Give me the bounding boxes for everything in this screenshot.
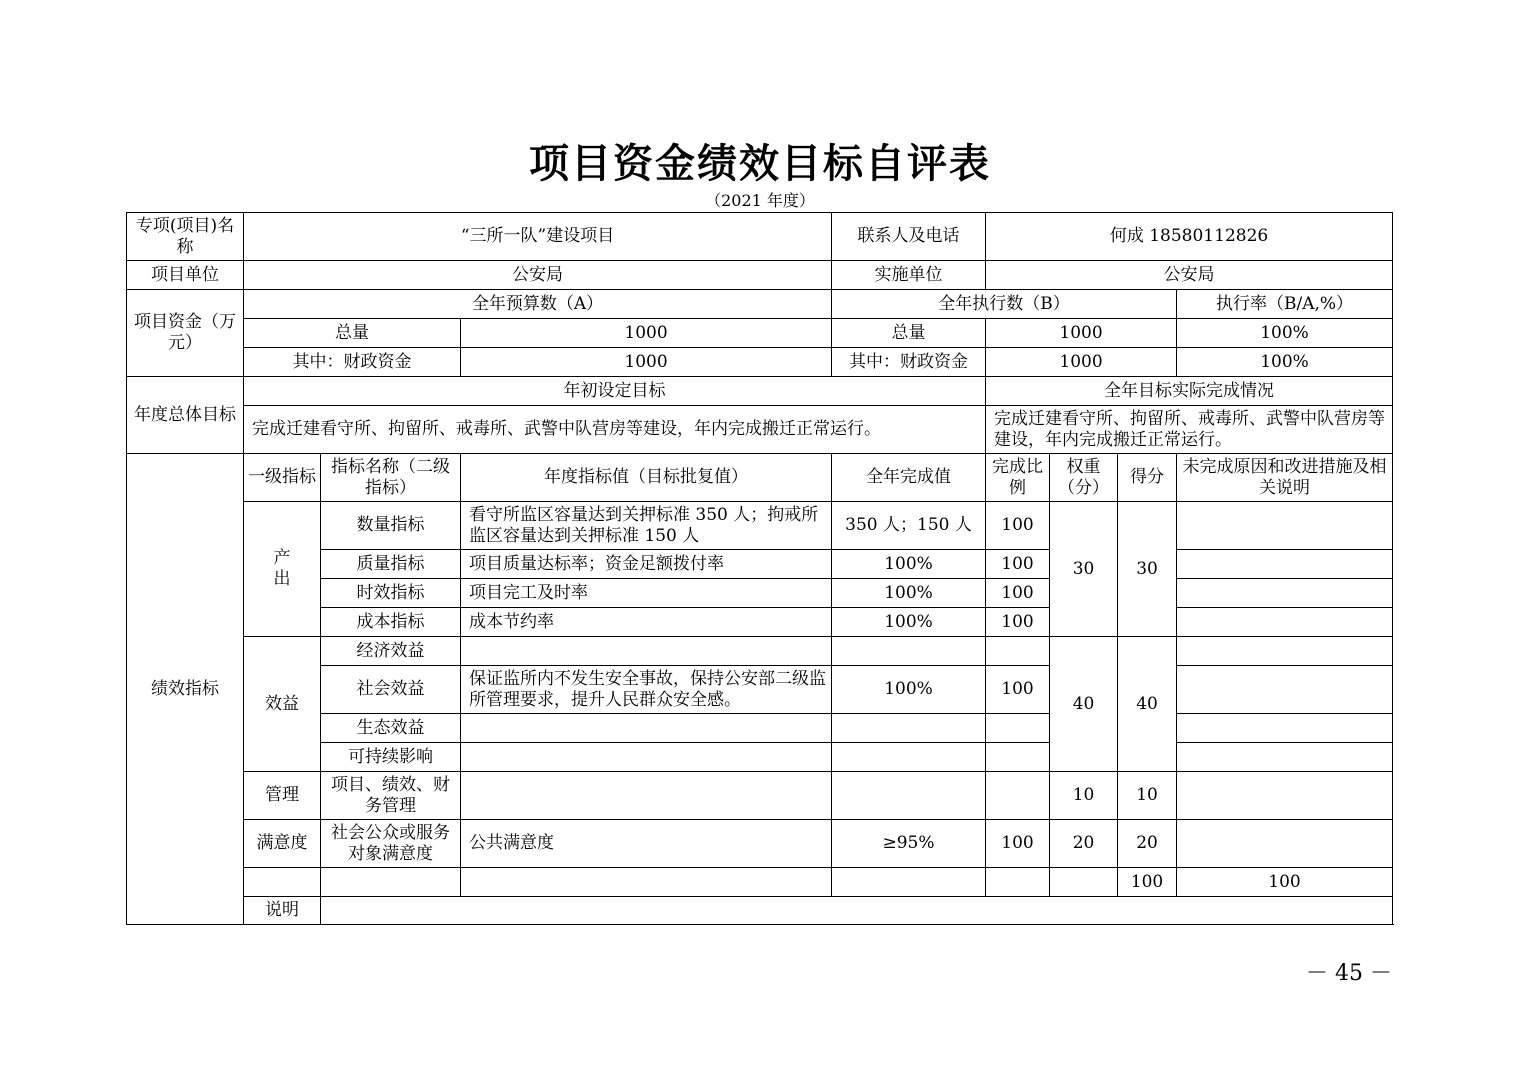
set-goal-text: 完成迁建看守所、拘留所、戒毒所、武警中队营房等建设，年内完成搬迁正常运行。 <box>244 406 986 454</box>
indicator-completed <box>832 637 986 666</box>
satisfaction-weight: 20 <box>1050 820 1118 868</box>
management-weight: 10 <box>1050 772 1118 820</box>
total-score: 100 <box>1177 868 1393 897</box>
fiscal-label-b: 其中：财政资金 <box>832 348 986 377</box>
indicator-target <box>461 637 832 666</box>
benefit-score: 40 <box>1118 637 1177 772</box>
satisfaction-target: 公共满意度 <box>461 820 832 868</box>
indicator-name: 可持续影响 <box>321 743 461 772</box>
actual-goal-text: 完成迁建看守所、拘留所、戒毒所、武警中队营房等建设，年内完成搬迁正常运行。 <box>986 406 1393 454</box>
satisfaction-ratio: 100 <box>986 820 1050 868</box>
indicator-completed <box>832 714 986 743</box>
indicator-reason <box>1177 666 1393 714</box>
output-label <box>244 502 321 637</box>
annual-goal-text-row <box>127 406 1393 454</box>
output-score: 30 <box>1118 502 1177 637</box>
indicator-ratio: 100 <box>986 502 1050 550</box>
management-completed <box>832 772 986 820</box>
indicator-reason <box>1177 608 1393 637</box>
satisfaction-label: 满意度 <box>244 820 321 868</box>
exec-label: 全年执行数（B） <box>832 290 1177 319</box>
output-label-text: 产出 <box>273 548 291 589</box>
total-exec: 1000 <box>986 319 1177 348</box>
actual-goal-label: 全年目标实际完成情况 <box>986 377 1393 406</box>
table-row <box>127 637 1393 666</box>
indicator-reason <box>1177 550 1393 579</box>
satisfaction-completed: ≥95% <box>832 820 986 868</box>
indicator-ratio: 100 <box>986 608 1050 637</box>
header-level2: 指标名称（二级指标） <box>321 454 461 502</box>
budget-label: 全年预算数（A） <box>244 290 832 319</box>
funds-label: 项目资金（万元） <box>127 290 244 377</box>
indicator-completed <box>832 743 986 772</box>
indicator-completed: 100% <box>832 608 986 637</box>
indicator-target: 项目完工及时率 <box>461 579 832 608</box>
indicator-name: 质量指标 <box>321 550 461 579</box>
indicator-ratio <box>986 743 1050 772</box>
benefit-label: 效益 <box>244 637 321 772</box>
page-number: － 45 － <box>1306 961 1392 986</box>
indicator-completed: 350 人；150 人 <box>832 502 986 550</box>
header-score: 得分 <box>1118 454 1177 502</box>
indicator-target: 项目质量达标率；资金足额拨付率 <box>461 550 832 579</box>
output-weight: 30 <box>1050 502 1118 637</box>
contact-value: 何成 18580112826 <box>986 213 1393 261</box>
header-target: 年度指标值（目标批复值） <box>461 454 832 502</box>
indicator-reason <box>1177 637 1393 666</box>
fiscal-rate: 100% <box>1177 348 1393 377</box>
total-rate: 100% <box>1177 319 1393 348</box>
indicator-ratio <box>986 714 1050 743</box>
self-evaluation-table <box>126 212 1393 925</box>
unit-label: 项目单位 <box>127 261 244 290</box>
indicator-name: 成本指标 <box>321 608 461 637</box>
annual-goal-label: 年度总体目标 <box>127 377 244 454</box>
indicator-ratio: 100 <box>986 666 1050 714</box>
indicator-completed: 100% <box>832 666 986 714</box>
total-cell-empty <box>832 868 986 897</box>
fiscal-budget: 1000 <box>461 348 832 377</box>
management-ratio <box>986 772 1050 820</box>
year-subtitle: （2021 年度） <box>705 191 815 210</box>
annual-goal-header-row <box>127 377 1393 406</box>
fiscal-label: 其中：财政资金 <box>244 348 461 377</box>
total-weight: 100 <box>1118 868 1177 897</box>
total-budget: 1000 <box>461 319 832 348</box>
indicator-name: 时效指标 <box>321 579 461 608</box>
benefit-weight: 40 <box>1050 637 1118 772</box>
indicators-section-label: 绩效指标 <box>127 454 244 925</box>
indicator-name: 社会效益 <box>321 666 461 714</box>
header-reason: 未完成原因和改进措施及相关说明 <box>1177 454 1393 502</box>
contact-label: 联系人及电话 <box>832 213 986 261</box>
header-level1: 一级指标 <box>244 454 321 502</box>
management-reason <box>1177 772 1393 820</box>
impl-unit-value: 公安局 <box>986 261 1393 290</box>
indicator-ratio: 100 <box>986 579 1050 608</box>
total-label-b: 总量 <box>832 319 986 348</box>
rate-label: 执行率（B/A,%） <box>1177 290 1393 319</box>
indicator-name: 生态效益 <box>321 714 461 743</box>
management-score: 10 <box>1118 772 1177 820</box>
indicator-reason <box>1177 502 1393 550</box>
indicator-reason <box>1177 579 1393 608</box>
total-cell-empty <box>461 868 832 897</box>
indicator-name: 数量指标 <box>321 502 461 550</box>
total-cell-empty <box>986 868 1050 897</box>
indicator-ratio <box>986 637 1050 666</box>
management-label: 管理 <box>244 772 321 820</box>
note-row <box>127 897 1393 925</box>
management-row <box>127 772 1393 820</box>
note-value <box>321 897 1393 925</box>
set-goal-label: 年初设定目标 <box>244 377 986 406</box>
impl-unit-label: 实施单位 <box>832 261 986 290</box>
satisfaction-reason <box>1177 820 1393 868</box>
project-name-value: “三所一队”建设项目 <box>244 213 832 261</box>
total-row <box>127 868 1393 897</box>
total-cell-empty <box>321 868 461 897</box>
indicator-target: 保证监所内不发生安全事故，保持公安部二级监所管理要求，提升人民群众安全感。 <box>461 666 832 714</box>
fiscal-exec: 1000 <box>986 348 1177 377</box>
satisfaction-score: 20 <box>1118 820 1177 868</box>
project-name-label: 专项(项目)名称 <box>127 213 244 261</box>
header-ratio: 完成比例 <box>986 454 1050 502</box>
management-target <box>461 772 832 820</box>
management-name: 项目、绩效、财务管理 <box>321 772 461 820</box>
header-weight: 权重（分） <box>1050 454 1118 502</box>
total-label: 总量 <box>244 319 461 348</box>
header-completed: 全年完成值 <box>832 454 986 502</box>
total-cell-empty <box>1050 868 1118 897</box>
indicator-completed: 100% <box>832 579 986 608</box>
indicator-target <box>461 743 832 772</box>
funds-header-row <box>127 290 1393 319</box>
indicator-name: 经济效益 <box>321 637 461 666</box>
funds-fiscal-row <box>127 348 1393 377</box>
indicator-reason <box>1177 714 1393 743</box>
indicator-target <box>461 714 832 743</box>
note-label: 说明 <box>244 897 321 925</box>
table-row <box>127 502 1393 550</box>
total-cell-empty <box>244 868 321 897</box>
indicator-target: 看守所监区容量达到关押标准 350 人；拘戒所监区容量达到关押标准 150 人 <box>461 502 832 550</box>
unit-value: 公安局 <box>244 261 832 290</box>
indicator-header-row <box>127 454 1393 502</box>
satisfaction-name: 社会公众或服务对象满意度 <box>321 820 461 868</box>
indicator-completed: 100% <box>832 550 986 579</box>
project-unit-row <box>127 261 1393 290</box>
indicator-ratio: 100 <box>986 550 1050 579</box>
indicator-reason <box>1177 743 1393 772</box>
page-title: 项目资金绩效目标自评表 <box>529 141 991 187</box>
indicator-target: 成本节约率 <box>461 608 832 637</box>
satisfaction-row <box>127 820 1393 868</box>
project-name-row <box>127 213 1393 261</box>
funds-total-row <box>127 319 1393 348</box>
